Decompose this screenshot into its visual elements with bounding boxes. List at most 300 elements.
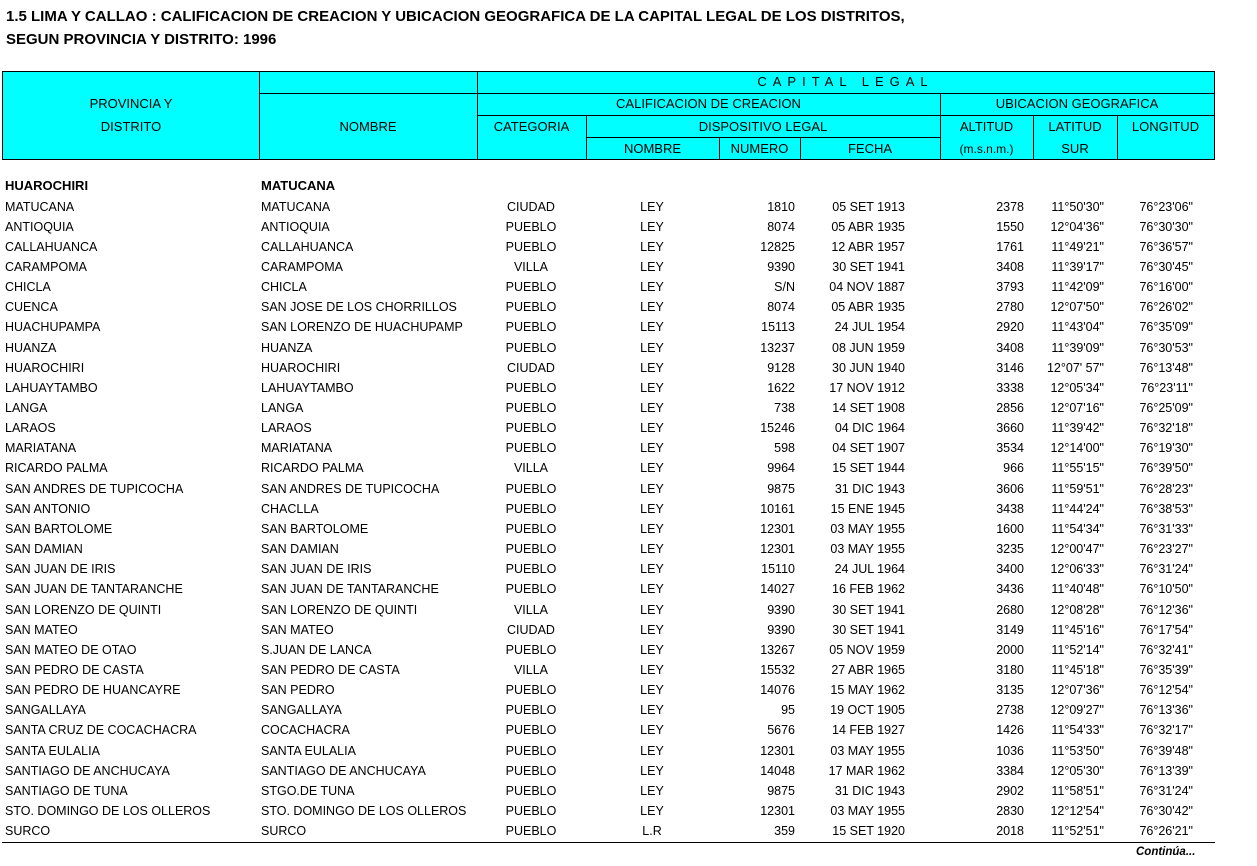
- cell-longitud: 76°25'09": [1139, 401, 1193, 415]
- cell-altitud: 3793: [996, 280, 1024, 295]
- header-latitud: LATITUD: [1048, 119, 1102, 134]
- cell-categoria: PUEBLO: [505, 380, 557, 395]
- cell-dispositivo-nombre: LEY: [640, 380, 664, 395]
- table-row: [0, 378, 1257, 398]
- cell-capital-nombre: SAN LORENZO DE HUACHUPAMP: [261, 320, 463, 335]
- cell-dispositivo-numero: 14076: [760, 683, 795, 698]
- cell-capital-nombre: HUANZA: [261, 340, 313, 355]
- cell-longitud: 76°17'54": [1139, 622, 1193, 637]
- header-ubicacion: UBICACION GEOGRAFICA: [995, 96, 1159, 111]
- cell-dispositivo-nombre: LEY: [640, 562, 664, 577]
- cell-capital-nombre: SAN ANDRES DE TUPICOCHA: [261, 481, 440, 496]
- cell-dispositivo-numero: 9390: [767, 602, 795, 617]
- cell-altitud: 3146: [996, 360, 1024, 375]
- cell-categoria: PUEBLO: [505, 239, 557, 254]
- cell-categoria: VILLA: [513, 259, 549, 274]
- cell-categoria: PUEBLO: [505, 280, 557, 295]
- header-dispositivo: DISPOSITIVO LEGAL: [698, 119, 828, 134]
- cell-categoria: PUEBLO: [505, 683, 557, 698]
- cell-longitud: 76°30'42": [1139, 804, 1193, 818]
- cell-distrito: SURCO: [5, 824, 51, 839]
- cell-dispositivo-nombre: LEY: [640, 602, 664, 617]
- table-row: [0, 801, 1257, 821]
- cell-distrito: SAN DAMIAN: [5, 542, 83, 557]
- cell-altitud: 1761: [996, 239, 1024, 254]
- cell-capital-nombre: SAN LORENZO DE QUINTI: [261, 602, 418, 617]
- cell-dispositivo-nombre: LEY: [640, 723, 664, 738]
- table-row: [0, 700, 1257, 720]
- cell-categoria: PUEBLO: [505, 642, 557, 657]
- cell-latitud: 11°49'21": [1051, 239, 1104, 254]
- cell-dispositivo-fecha: 30 JUN 1940: [832, 360, 905, 375]
- cell-categoria: PUEBLO: [505, 542, 557, 557]
- cell-latitud: 12°04'36": [1050, 219, 1104, 234]
- cell-capital-nombre: SAN PEDRO: [261, 683, 335, 698]
- group-capital: MATUCANA: [261, 178, 336, 193]
- cell-categoria: VILLA: [513, 662, 549, 677]
- cell-longitud: 76°30'53": [1139, 340, 1193, 355]
- cell-distrito: LANGA: [5, 401, 48, 415]
- table-row: [0, 418, 1257, 438]
- cell-longitud: 76°23'06": [1139, 199, 1193, 214]
- header-provincia: PROVINCIA Y: [89, 96, 173, 111]
- cell-dispositivo-numero: 95: [781, 703, 795, 718]
- cell-dispositivo-fecha: 27 ABR 1965: [831, 662, 905, 677]
- cell-distrito: SANTA EULALIA: [5, 743, 100, 758]
- cell-capital-nombre: STGO.DE TUNA: [261, 783, 355, 798]
- cell-latitud: 11°53'50": [1051, 743, 1104, 758]
- table-row: [0, 438, 1257, 458]
- table-row: [0, 620, 1257, 640]
- cell-dispositivo-numero: 12301: [760, 804, 795, 818]
- cell-capital-nombre: COCACHACRA: [261, 723, 350, 738]
- cell-longitud: 76°35'39": [1139, 662, 1193, 677]
- cell-distrito: MARIATANA: [5, 441, 77, 456]
- cell-latitud: 12°06'33": [1050, 562, 1104, 577]
- cell-dispositivo-numero: 14027: [760, 582, 795, 597]
- table-row: [0, 458, 1257, 478]
- cell-altitud: 3436: [996, 582, 1024, 597]
- cell-capital-nombre: LAHUAYTAMBO: [261, 380, 354, 395]
- table-row: [0, 680, 1257, 700]
- cell-altitud: 3660: [996, 421, 1024, 436]
- cell-distrito: SANTIAGO DE ANCHUCAYA: [5, 763, 170, 778]
- cell-longitud: 76°35'09": [1139, 320, 1193, 335]
- cell-dispositivo-nombre: LEY: [640, 421, 664, 436]
- cell-capital-nombre: CHICLA: [261, 280, 307, 295]
- title-line-1: 1.5 LIMA Y CALLAO : CALIFICACION DE CREACION Y UBICACION GEOGRAFICA DE LA CAPITAL LEGAL DE LOS DISTRITOS,: [6, 8, 905, 25]
- cell-dispositivo-nombre: LEY: [640, 763, 664, 778]
- cell-dispositivo-fecha: 08 JUN 1959: [832, 340, 905, 355]
- cell-dispositivo-fecha: 31 DIC 1943: [834, 481, 905, 496]
- cell-categoria: PUEBLO: [505, 219, 557, 234]
- cell-capital-nombre: CARAMPOMA: [261, 259, 343, 274]
- cell-distrito: HUAROCHIRI: [5, 360, 85, 375]
- cell-dispositivo-fecha: 14 SET 1908: [832, 401, 905, 415]
- cell-categoria: CIUDAD: [507, 199, 555, 214]
- cell-latitud: 12°14'00": [1050, 441, 1104, 456]
- cell-distrito: SANTIAGO DE TUNA: [5, 783, 128, 798]
- cell-dispositivo-numero: 5676: [767, 723, 795, 738]
- cell-dispositivo-fecha: 15 ENE 1945: [830, 501, 905, 516]
- cell-dispositivo-numero: 598: [774, 441, 795, 456]
- cell-distrito: HUACHUPAMPA: [5, 320, 101, 335]
- cell-altitud: 3180: [996, 662, 1024, 677]
- cell-distrito: SAN LORENZO DE QUINTI: [5, 602, 162, 617]
- cell-altitud: 3338: [996, 380, 1024, 395]
- table-row: [0, 761, 1257, 781]
- cell-altitud: 2738: [996, 703, 1024, 718]
- table-row: [0, 781, 1257, 801]
- cell-capital-nombre: SAN DAMIAN: [261, 542, 339, 557]
- cell-latitud: 11°58'51": [1051, 783, 1104, 798]
- cell-dispositivo-numero: 9964: [767, 461, 795, 476]
- table-row: [0, 217, 1257, 237]
- cell-latitud: 12°08'28": [1050, 602, 1104, 617]
- cell-categoria: PUEBLO: [505, 582, 557, 597]
- cell-dispositivo-fecha: 05 SET 1913: [832, 199, 905, 214]
- cell-longitud: 76°36'57": [1139, 239, 1193, 254]
- cell-distrito: SAN PEDRO DE HUANCAYRE: [5, 683, 181, 698]
- cell-distrito: SAN BARTOLOME: [5, 521, 113, 536]
- cell-capital-nombre: CALLAHUANCA: [261, 239, 354, 254]
- cell-dispositivo-nombre: LEY: [640, 441, 664, 456]
- table-row: [0, 559, 1257, 579]
- cell-latitud: 12°12'54": [1050, 804, 1104, 818]
- cell-latitud: 11°39'17": [1051, 259, 1104, 274]
- table-row: [0, 479, 1257, 499]
- cell-distrito: SAN ANTONIO: [5, 501, 91, 516]
- cell-longitud: 76°12'54": [1139, 683, 1193, 698]
- cell-altitud: 2780: [996, 300, 1024, 315]
- cell-dispositivo-numero: 1810: [767, 199, 795, 214]
- cell-distrito: SAN MATEO DE OTAO: [5, 642, 137, 657]
- cell-distrito: CUENCA: [5, 300, 58, 315]
- header-msnm: (m.s.n.m.): [959, 142, 1014, 156]
- cell-dispositivo-numero: 13267: [760, 642, 795, 657]
- group-provincia: HUAROCHIRI: [5, 178, 89, 193]
- cell-dispositivo-numero: 9390: [767, 259, 795, 274]
- continua-note: Continúa...: [1136, 846, 1196, 858]
- cell-dispositivo-numero: 9875: [767, 481, 795, 496]
- cell-capital-nombre: SANGALLAYA: [261, 703, 342, 718]
- cell-altitud: 3400: [996, 562, 1024, 577]
- cell-altitud: 1426: [996, 723, 1024, 738]
- table-row: [0, 741, 1257, 761]
- table-row: [0, 277, 1257, 297]
- header-capital-legal: CAPITAL LEGAL: [757, 74, 934, 89]
- cell-altitud: 2856: [996, 401, 1024, 415]
- cell-dispositivo-numero: 14048: [760, 763, 795, 778]
- cell-dispositivo-fecha: 19 OCT 1905: [830, 703, 905, 718]
- cell-categoria: PUEBLO: [505, 783, 557, 798]
- title-line-2: SEGUN PROVINCIA Y DISTRITO: 1996: [6, 31, 277, 48]
- cell-latitud: 11°52'14": [1051, 642, 1104, 657]
- table-header: [2, 71, 1215, 160]
- cell-dispositivo-nombre: LEY: [640, 481, 664, 496]
- table-row: [0, 720, 1257, 740]
- cell-longitud: 76°38'53": [1139, 501, 1193, 516]
- cell-dispositivo-nombre: L.R: [642, 824, 662, 839]
- cell-capital-nombre: SAN JOSE DE LOS CHORRILLOS: [261, 300, 457, 315]
- cell-dispositivo-nombre: LEY: [640, 662, 664, 677]
- header-longitud: LONGITUD: [1131, 119, 1200, 134]
- cell-dispositivo-numero: 15246: [760, 421, 795, 436]
- table-row: [0, 197, 1257, 217]
- cell-altitud: 1036: [996, 743, 1024, 758]
- header-distrito: DISTRITO: [100, 119, 162, 134]
- cell-dispositivo-nombre: LEY: [640, 783, 664, 798]
- cell-longitud: 76°26'02": [1139, 300, 1193, 315]
- cell-capital-nombre: SAN BARTOLOME: [261, 521, 369, 536]
- table-row: [0, 237, 1257, 257]
- header-sur: SUR: [1061, 141, 1089, 156]
- cell-dispositivo-fecha: 24 JUL 1964: [834, 562, 905, 577]
- cell-longitud: 76°19'30": [1139, 441, 1193, 456]
- cell-longitud: 76°13'39": [1139, 763, 1193, 778]
- cell-categoria: PUEBLO: [505, 401, 557, 415]
- cell-altitud: 2680: [996, 602, 1024, 617]
- cell-dispositivo-nombre: LEY: [640, 259, 664, 274]
- table-row: [0, 519, 1257, 539]
- cell-dispositivo-numero: 10161: [760, 501, 795, 516]
- table-row: [0, 398, 1257, 418]
- table-row: [0, 338, 1257, 358]
- cell-dispositivo-numero: 13237: [760, 340, 795, 355]
- cell-altitud: 2378: [996, 199, 1024, 214]
- cell-categoria: PUEBLO: [505, 743, 557, 758]
- cell-categoria: CIUDAD: [507, 360, 555, 375]
- cell-latitud: 11°45'16": [1051, 622, 1104, 637]
- cell-longitud: 76°39'48": [1139, 743, 1193, 758]
- cell-dispositivo-fecha: 15 SET 1920: [832, 824, 905, 839]
- cell-dispositivo-nombre: LEY: [640, 521, 664, 536]
- cell-altitud: 2920: [996, 320, 1024, 335]
- cell-dispositivo-fecha: 14 FEB 1927: [832, 723, 905, 738]
- cell-dispositivo-fecha: 04 DIC 1964: [834, 421, 905, 436]
- cell-dispositivo-fecha: 03 MAY 1955: [830, 743, 905, 758]
- cell-longitud: 76°10'50": [1139, 582, 1193, 597]
- cell-dispositivo-fecha: 24 JUL 1954: [834, 320, 905, 335]
- cell-longitud: 76°31'24": [1139, 562, 1193, 577]
- cell-longitud: 76°23'11": [1140, 380, 1193, 395]
- table-row: [0, 297, 1257, 317]
- cell-categoria: PUEBLO: [505, 763, 557, 778]
- cell-altitud: 1550: [996, 219, 1024, 234]
- cell-capital-nombre: SAN JUAN DE TANTARANCHE: [261, 582, 439, 597]
- cell-longitud: 76°13'48": [1139, 360, 1193, 375]
- cell-altitud: 3438: [996, 501, 1024, 516]
- cell-categoria: PUEBLO: [505, 441, 557, 456]
- cell-dispositivo-fecha: 30 SET 1941: [832, 602, 905, 617]
- cell-latitud: 12°07'16": [1050, 401, 1104, 415]
- cell-longitud: 76°39'50": [1139, 461, 1193, 476]
- cell-altitud: 3408: [996, 340, 1024, 355]
- cell-dispositivo-numero: 9875: [767, 783, 795, 798]
- cell-distrito: RICARDO PALMA: [5, 461, 108, 476]
- cell-dispositivo-numero: 12301: [760, 521, 795, 536]
- cell-dispositivo-nombre: LEY: [640, 360, 664, 375]
- header-altitud: ALTITUD: [959, 119, 1014, 134]
- cell-capital-nombre: ANTIOQUIA: [261, 219, 330, 234]
- cell-dispositivo-fecha: 31 DIC 1943: [834, 783, 905, 798]
- cell-categoria: PUEBLO: [505, 481, 557, 496]
- cell-capital-nombre: SANTIAGO DE ANCHUCAYA: [261, 763, 426, 778]
- cell-capital-nombre: MATUCANA: [261, 199, 331, 214]
- cell-longitud: 76°32'18": [1139, 421, 1193, 436]
- cell-dispositivo-fecha: 05 ABR 1935: [831, 219, 905, 234]
- cell-altitud: 2000: [996, 642, 1024, 657]
- cell-dispositivo-nombre: LEY: [640, 683, 664, 698]
- cell-latitud: 11°52'51": [1051, 824, 1104, 839]
- cell-latitud: 11°54'33": [1051, 723, 1104, 738]
- table-row: [0, 600, 1257, 620]
- cell-latitud: 11°59'51": [1051, 481, 1104, 496]
- cell-dispositivo-numero: 12825: [760, 239, 795, 254]
- group-row: [0, 176, 1257, 196]
- cell-latitud: 11°44'24": [1051, 501, 1104, 516]
- cell-categoria: PUEBLO: [505, 703, 557, 718]
- table-row: [0, 640, 1257, 660]
- cell-dispositivo-fecha: 17 NOV 1912: [829, 380, 905, 395]
- cell-longitud: 76°12'36": [1139, 602, 1193, 617]
- cell-dispositivo-nombre: LEY: [640, 542, 664, 557]
- cell-dispositivo-nombre: LEY: [640, 703, 664, 718]
- cell-altitud: 3534: [996, 441, 1024, 456]
- table-row: [0, 317, 1257, 337]
- cell-dispositivo-fecha: 04 SET 1907: [832, 441, 905, 456]
- cell-categoria: PUEBLO: [505, 562, 557, 577]
- cell-categoria: PUEBLO: [505, 340, 557, 355]
- cell-dispositivo-numero: 15113: [761, 320, 795, 335]
- cell-distrito: CALLAHUANCA: [5, 239, 98, 254]
- cell-categoria: PUEBLO: [505, 804, 557, 818]
- cell-longitud: 76°31'33": [1139, 521, 1193, 536]
- cell-distrito: LARAOS: [5, 421, 56, 436]
- cell-distrito: ANTIOQUIA: [5, 219, 74, 234]
- table-row: [0, 358, 1257, 378]
- cell-dispositivo-numero: 738: [774, 401, 795, 415]
- header-nombre: NOMBRE: [339, 119, 397, 134]
- cell-distrito: STO. DOMINGO DE LOS OLLEROS: [5, 804, 211, 818]
- cell-altitud: 3149: [996, 622, 1024, 637]
- cell-dispositivo-fecha: 03 MAY 1955: [830, 521, 905, 536]
- cell-distrito: CARAMPOMA: [5, 259, 87, 274]
- cell-categoria: VILLA: [513, 461, 549, 476]
- cell-latitud: 12°07'36": [1050, 683, 1104, 698]
- cell-latitud: 12°05'30": [1050, 763, 1104, 778]
- cell-dispositivo-fecha: 16 FEB 1962: [832, 582, 905, 597]
- cell-dispositivo-numero: 1622: [767, 380, 795, 395]
- cell-latitud: 11°45'18": [1051, 662, 1104, 677]
- cell-longitud: 76°16'00": [1139, 280, 1193, 295]
- page-title: [6, 5, 905, 51]
- cell-longitud: 76°32'41": [1139, 642, 1193, 657]
- cell-distrito: SAN JUAN DE TANTARANCHE: [5, 582, 183, 597]
- cell-latitud: 12°05'34": [1050, 380, 1104, 395]
- cell-longitud: 76°31'24": [1139, 783, 1193, 798]
- cell-dispositivo-numero: 8074: [767, 300, 795, 315]
- cell-dispositivo-fecha: 30 SET 1941: [832, 622, 905, 637]
- cell-latitud: 12°07'50": [1050, 300, 1104, 315]
- table-row: [0, 579, 1257, 599]
- cell-dispositivo-fecha: 03 MAY 1955: [830, 542, 905, 557]
- cell-capital-nombre: SURCO: [261, 824, 307, 839]
- cell-latitud: 11°55'15": [1051, 461, 1104, 476]
- header-calificacion: CALIFICACION DE CREACION: [616, 96, 801, 111]
- cell-distrito: SAN PEDRO DE CASTA: [5, 662, 144, 677]
- cell-dispositivo-numero: 12301: [760, 743, 795, 758]
- cell-distrito: SAN JUAN DE IRIS: [5, 562, 116, 577]
- table-row: [0, 499, 1257, 519]
- cell-categoria: VILLA: [513, 602, 549, 617]
- cell-altitud: 3135: [996, 683, 1024, 698]
- cell-latitud: 11°40'48": [1051, 582, 1104, 597]
- cell-dispositivo-nombre: LEY: [640, 743, 664, 758]
- cell-dispositivo-nombre: LEY: [640, 340, 664, 355]
- cell-longitud: 76°28'23": [1139, 481, 1193, 496]
- cell-dispositivo-nombre: LEY: [640, 320, 664, 335]
- cell-latitud: 11°42'09": [1051, 280, 1104, 295]
- cell-latitud: 11°50'30": [1051, 199, 1104, 214]
- cell-dispositivo-fecha: 12 ABR 1957: [831, 239, 905, 254]
- cell-categoria: PUEBLO: [505, 723, 557, 738]
- cell-latitud: 11°39'09": [1051, 340, 1104, 355]
- cell-dispositivo-nombre: LEY: [640, 239, 664, 254]
- cell-dispositivo-nombre: LEY: [640, 401, 664, 415]
- table-row: [0, 660, 1257, 680]
- cell-categoria: PUEBLO: [505, 824, 557, 839]
- cell-distrito: LAHUAYTAMBO: [5, 380, 98, 395]
- cell-latitud: 11°43'04": [1051, 320, 1104, 335]
- cell-capital-nombre: RICARDO PALMA: [261, 461, 364, 476]
- bottom-rule: [2, 842, 1215, 843]
- cell-dispositivo-numero: S/N: [774, 280, 795, 295]
- cell-dispositivo-nombre: LEY: [640, 280, 664, 295]
- cell-capital-nombre: LARAOS: [261, 421, 312, 436]
- cell-altitud: 2018: [996, 824, 1024, 839]
- cell-capital-nombre: SAN JUAN DE IRIS: [261, 562, 372, 577]
- cell-latitud: 11°39'42": [1051, 421, 1104, 436]
- cell-categoria: PUEBLO: [505, 320, 557, 335]
- header-disp-fecha: FECHA: [847, 141, 893, 156]
- table-row: [0, 257, 1257, 277]
- cell-latitud: 12°09'27": [1050, 703, 1104, 718]
- table-row: [0, 821, 1257, 841]
- cell-dispositivo-fecha: 04 NOV 1887: [829, 280, 905, 295]
- cell-dispositivo-numero: 15110: [761, 562, 795, 577]
- cell-altitud: 966: [1003, 461, 1024, 476]
- cell-capital-nombre: S.JUAN DE LANCA: [261, 642, 372, 657]
- cell-altitud: 3606: [996, 481, 1024, 496]
- cell-dispositivo-fecha: 15 MAY 1962: [830, 683, 905, 698]
- cell-distrito: SANGALLAYA: [5, 703, 86, 718]
- header-disp-numero: NUMERO: [730, 141, 789, 156]
- cell-altitud: 3235: [996, 542, 1024, 557]
- cell-capital-nombre: SANTA EULALIA: [261, 743, 356, 758]
- cell-distrito: SAN ANDRES DE TUPICOCHA: [5, 481, 184, 496]
- cell-dispositivo-nombre: LEY: [640, 582, 664, 597]
- cell-dispositivo-nombre: LEY: [640, 804, 664, 818]
- cell-dispositivo-fecha: 30 SET 1941: [832, 259, 905, 274]
- cell-capital-nombre: SAN MATEO: [261, 622, 334, 637]
- header-categoria: CATEGORIA: [493, 119, 570, 134]
- cell-distrito: SANTA CRUZ DE COCACHACRA: [5, 723, 197, 738]
- cell-longitud: 76°13'36": [1139, 703, 1193, 718]
- cell-longitud: 76°30'30": [1139, 219, 1193, 234]
- cell-altitud: 2830: [996, 804, 1024, 818]
- cell-longitud: 76°23'27": [1139, 542, 1193, 557]
